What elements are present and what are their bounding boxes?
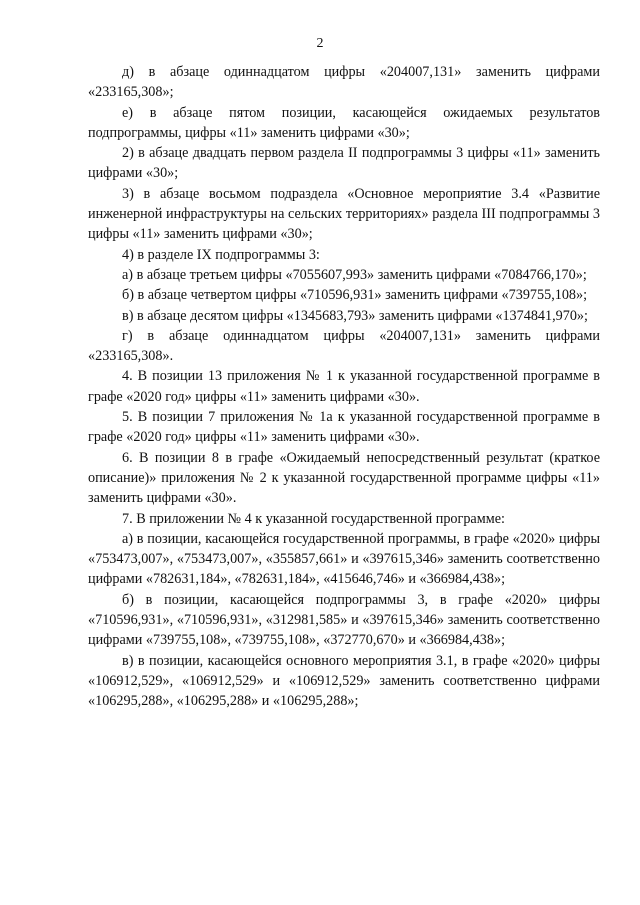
paragraph-section-5: 5. В позиции 7 приложения № 1а к указанной государственной программе в графе «2020 год» цифры «11» заменить цифрами «30». (88, 409, 600, 446)
paragraph-item-2: 2) в абзаце двадцать первом раздела II подпрограммы 3 цифры «11» заменить цифрами «30»; (88, 145, 600, 182)
paragraph-section-6: 6. В позиции 8 в графе «Ожидаемый непосредственный результат (краткое описание)» приложения № 2 к указанной государственной программе цифры «11» заменить цифрами «30». (88, 449, 600, 507)
paragraph-section-4: 4. В позиции 13 приложения № 1 к указанной государственной программе в графе «2020 год» цифры «11» заменить цифрами «30». (88, 368, 600, 405)
paragraph-sub-a: а) в абзаце третьем цифры «7055607,993» заменить цифрами «7084766,170»; (122, 266, 587, 283)
paragraph-sub-g: г) в абзаце одиннадцатом цифры «204007,131» заменить цифрами «233165,308». (88, 327, 600, 365)
paragraph-section-7-a: а) в позиции, касающейся государственной программы, в графе «2020» цифры «753473,007», «753473,007», «355857,661» и «397615,346» заменить соответственно цифрами «782631,184», «782631,184», «415646,746» и «366984,438»; (88, 530, 600, 588)
paragraph-item-3: 3) в абзаце восьмом подраздела «Основное мероприятие 3.4 «Развитие инженерной инфраструктуры на сельских территориях» раздела III подпрограммы 3 цифры «11» заменить цифрами «30»; (88, 185, 600, 243)
paragraph-item-4: 4) в разделе IX подпрограммы 3: (122, 246, 320, 263)
page-number: 2 (316, 36, 324, 51)
paragraph-section-7-v: в) в позиции, касающейся основного мероприятия 3.1, в графе «2020» цифры «106912,529», «106912,529» и «106912,529» заменить соответственно цифрами «106295,288», «106295,288» и «106295,288»; (88, 652, 600, 710)
paragraph-e-clause: е) в абзаце пятом позиции, касающейся ожидаемых результатов подпрограммы, цифры «11» заменить цифрами «30»; (88, 104, 600, 141)
paragraph-section-7: 7. В приложении № 4 к указанной государственной программе: (122, 510, 505, 527)
paragraph-sub-b: б) в абзаце четвертом цифры «710596,931» заменить цифрами «739755,108»; (122, 287, 588, 304)
document-body (88, 62, 600, 712)
paragraph-sub-v: в) в абзаце десятом цифры «1345683,793» заменить цифрами «1374841,970»; (122, 307, 588, 324)
paragraph-section-7-b: б) в позиции, касающейся подпрограммы 3, в графе «2020» цифры «710596,931», «710596,931», «312981,585» и «397615,346» заменить соответственно цифрами «739755,108», «739755,108», «372770,670» и «366984,438»; (88, 591, 600, 649)
paragraph-d-clause: д) в абзаце одиннадцатом цифры «204007,131» заменить цифрами «233165,308»; (88, 64, 600, 101)
